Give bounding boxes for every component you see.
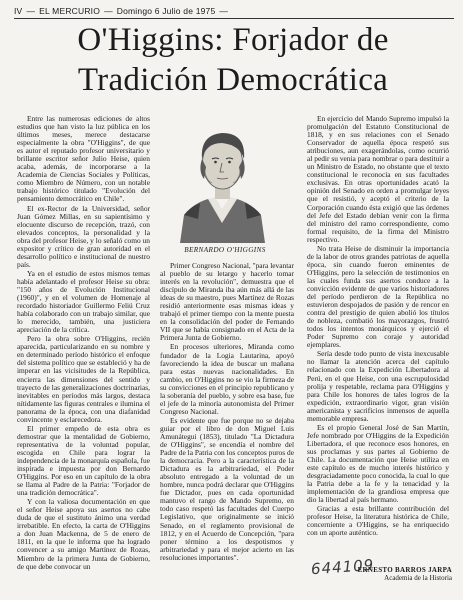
title-line-1: O'Higgins: Forjador de (77, 22, 389, 58)
paragraph: En ejercicio del Mando Supremo impulsó la promulgación del Estatuto Constitucional de 1818, y en sus relaciones con el Senado Conservador de aquella época respetó sus atribuciones, aun exagerándolas, como ocurrió al pedir su venia para nombrar o para destituir a un Ministro de Estado, no obstante que el texto constitucional le reconocía en sus facultades exclusivas. En otras oportunidades acató la opinión del Senado en orden a promulgar leyes que el resistió, y aceptó el criterio de la Corporación cuando ésta exigió que las órdenes del Jefe del Estado debían venir con la firma del ministro del ramo correspondiente, como formal requisito, de la firma del Ministro respectivo. (307, 115, 449, 244)
header-rule (14, 18, 454, 19)
title-line-2: Tradición Democrática (77, 62, 389, 98)
right-column (307, 115, 449, 543)
page-header (14, 6, 454, 16)
article-title (18, 20, 448, 100)
paragraph: Primer Congreso Nacional, "para levantar al pueblo de su letargo y hacerlo tomar interés en la revolución", demuestra que el discípulo de Miranda iba aún más allá de las ideas de su maestro, pues Martínez de Rozas residió anteriormente esas mismas ideas y trabajó el primer tiempo con la mente puesta en la consolidación del poder de Fernando VII que se había consignado en el Acta de la Primera Junta de Gobierno. (160, 262, 294, 343)
paragraph: Sería desde todo punto de vista inexcusable no llamar la atención acerca del capítulo relacionado con la Expedición Libertadora al Perú, en el que Heise, con una escrupulosidad prolija y respetable, reclama para O'Higgins y para Chile los honores de tales logros de la expedición, extraordinario vigor, gran visión americanista y sacrificios inmensos de aquella memorable empresa. (307, 349, 449, 423)
paragraph: Gracias a esta brillante contribución del profesor Heise, la literatura histórica de Chile, concerniente a O'Higgins, se ha enriquecido con un aporte auténtico. (307, 504, 449, 538)
paragraph: Y con la valiosa documentación en que el señor Heise apoya sus asertos no cabe duda de que el sustituto ánimo una verdad irrebatible. En efecto, la carta de O'Higgins a don Juan Mackenna, de 5 de enero de 1811, en la que le informa que ha logrado convencer a su amigo Martínez de Rozas, Miembro de la primera Junta de Gobierno, de que debe convocar un (17, 497, 150, 571)
header-rule-end: — (219, 6, 229, 16)
portrait-illustration (180, 123, 265, 243)
paragraph: Ya en el estudio de estos mismos temas había adelantado el profesor Heise su obra: "150 años de Evolución Institucional (1960)", y en el volumen de Homenaje al recordado historiador Guillermo Feliú Cruz había colaborado con un trabajo similar, que lo merecido, también, una justiciera apreciación de la crítica. (17, 268, 150, 335)
author-byline (340, 566, 452, 582)
left-column (17, 115, 150, 590)
paragraph: El primer empeño de esta obra es demostrar que la mentalidad de Gobierno, representativa de la voluntad popular, escogida en Chile para lograr la independencia de la monarquía española, fue inspirada e impuesta por don Bernardo O'Higgins. Por eso en un capítulo de la obra se llama al Padre de la Patria: "Forjador de una tradición democrática". (17, 423, 150, 498)
paragraph: En procesos ulteriores, Miranda como fundador de la Logia Lautarina, apoyó favoreciendo la idea de buscar un mañana para estas nuevas nacionalidades. En cambio, en O'Higgins no se vio la firmeza de su convicciones en el principio republicano y la soberanía del pueblo, y sobre esa base, fue el jefe de la minoría autonomista del Primer Congreso Nacional. (160, 342, 294, 416)
paragraph: No trata Heise de disminuir la importancia de la labor de otros grandes patriotas de aquella época, sin cuando fueron eminentes de O'Higgins, pero la selección de testimonios en las cuales funda sus asertos conduce a la convicción evidente de que varios historiadores del período perdieron de la República no estuvieron despojados de pasión y de rencor en contra del prestigio de quien abolió los títulos de nobleza, combatió los mayorazgos, frustró todos los intentos monárquicos y ejerció el Poder Supremo con coraje y autoridad ejemplares. (307, 243, 449, 350)
paragraph: Pero la obra sobre O'Higgins, recién aparecida, particularizando en su nombre y en determinado período histórico el enfoque del sistema político que se estableció y ha de imperar en las vicisitudes de la República, encierra las dimensiones del sentido y trayecto de las generalizaciones doctrinarias, inevitables en períodos más largos, destaca nítidamente las figuras centrales e ilumina el panorama de la época, con una diafanidad convincente y esclarecedora. (17, 334, 150, 424)
middle-column (160, 262, 294, 595)
portrait-caption: BERNARDO O'HIGGINS (184, 246, 266, 254)
handwritten-archive-number: 644109 (310, 555, 375, 579)
header-separator: — (26, 6, 36, 16)
header-dash: — (104, 6, 113, 16)
author-name: ERNESTO BARROS JARPA (357, 566, 452, 574)
paragraph: El ex-Rector de la Universidad, señor Juan Gómez Millas, en su sapientísimo y elocuente discurso de recepción, trazó, con elevados conceptos, la personalidad y la obra del profesor Heise, y lo señaló como un expositor y crítico de gran autoridad en el desarrollo político e institucional de nuestro país. (17, 203, 150, 269)
paragraph: Entre las numerosas ediciones de altos estudios que han visto la luz pública en los últimos meses, merece destacarse especialmente la obra "O'Higgins", de que es autor el reputado profesor universitario y brillante escritor señor Julio Heise, quien acaba, además, de incorporarse a la Academia de Ciencias Sociales y Políticas, como Miembro de Número, con un notable trabajo histórico titulado "Evolución del pensamiento democrático en Chile". (17, 115, 150, 204)
newspaper-name: EL MERCURIO (39, 6, 101, 16)
paragraph: Es evidente que fue porque no se dejaba guiar por el libro de don Miguel Luis Amunátegui (1853), titulado "La Dictadura de O'Higgins", se encendía el nombre del Padre de la Patria con los conceptos puros de la democracia. Pero a la característica de la Dictadura es la arbitrariedad, el Poder absoluto entregado a la voluntad de un hombre, nunca podrá declarar que O'Higgins fue Dictador, pues en cada oportunidad mantuvo el rango de Mando Supremo, en todo caso respetó las facultades del Cuerpo Legislativo, que originalmente se inició Senado, en el reglamento provisional de 1812, y en el Acuerdo de Concepción, "para poner término a los despotismos y arbitrariedad y para el mejor acierto en las resoluciones importantes". (160, 415, 294, 562)
publication-date: Domingo 6 Julio de 1975 (116, 6, 216, 16)
author-affiliation: Academia de la Historia (384, 574, 452, 582)
page-number: IV (14, 6, 23, 16)
paragraph: Es el propio General José de San Martín, Jefe nombrado por O'Higgins de la Expedición Libertadora, el que reconoce esos honores, en sus proclamas y sus partes al Gobierno de Chile. La documentación que Heise utiliza en este capítulo es de mucho interés histórico y desgraciadamente poco conocida, la cual lo que la Patria debe a la fe y la tenacidad y la implementación de la grandiosa empresa que dio la libertad al país hermano. (307, 422, 449, 505)
